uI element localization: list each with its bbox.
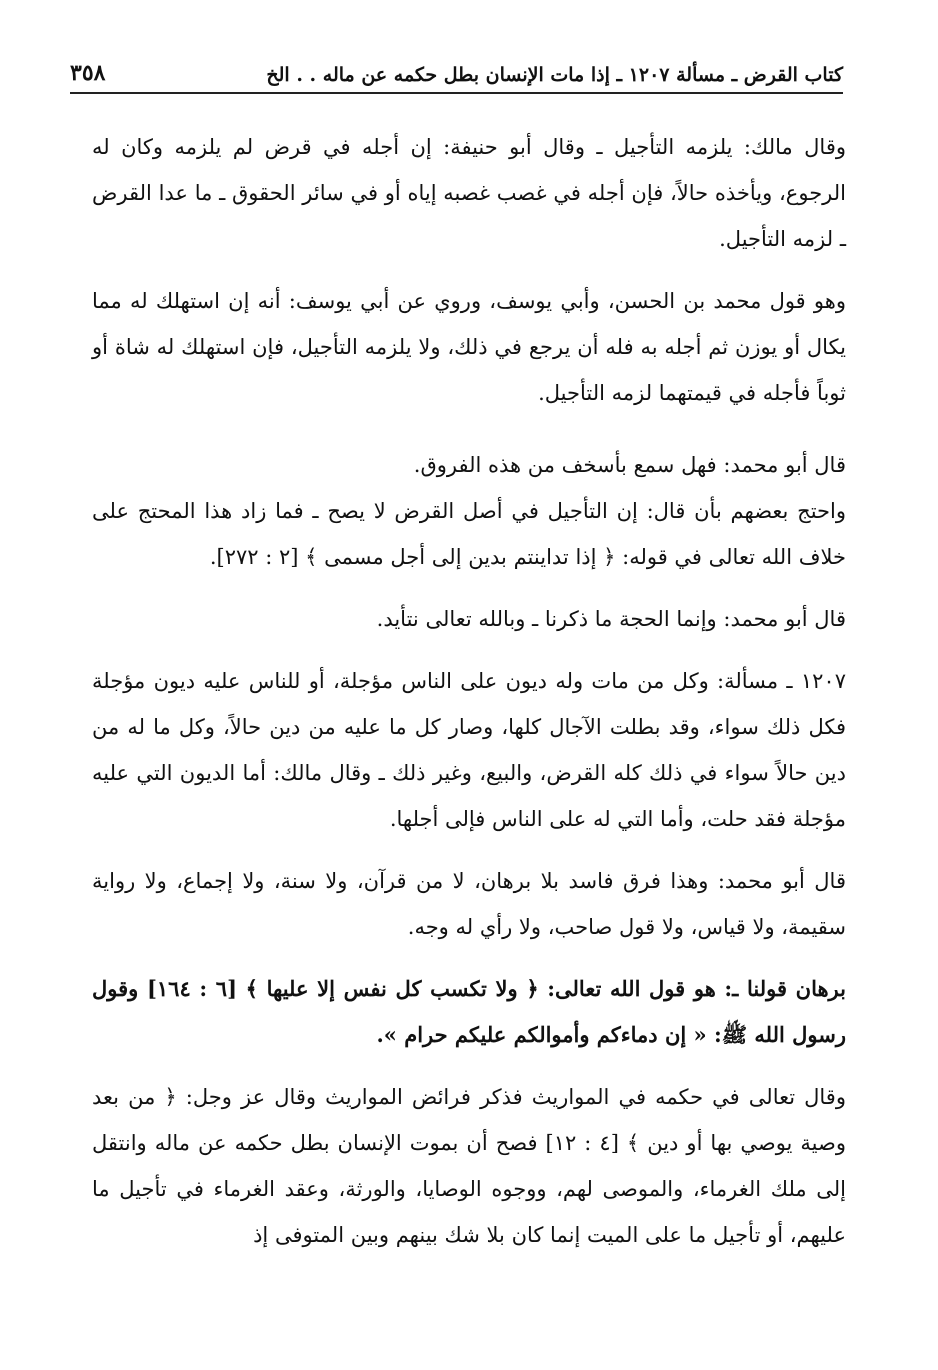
paragraph: قال أبو محمد: وإنما الحجة ما ذكرنا ـ وبالله تعالى نتأيد. xyxy=(376,607,846,631)
paragraph: وقال مالك: يلزمه التأجيل ـ وقال أبو حنيفة: إن أجله في قرض لم يلزمه وكان له الرجوع، ويأخذه حالاً، فإن أجله في غصب غصبه إياه أو في سائر الحقوق ـ ما عدا القرض ـ لزمه التأجيل. xyxy=(92,135,846,251)
paragraph: وهو قول محمد بن الحسن، وأبي يوسف، وروي عن أبي يوسف: أنه إن استهلك له مما يكال أو يوزن ثم أجله به فله أن يرجع في ذلك، ولا يلزمه التأجيل، فإن استهلك له شاة أو ثوباً فأجله في قيمتهما لزمه التأجيل. xyxy=(92,289,846,405)
page-header xyxy=(70,52,843,94)
body-text xyxy=(92,124,846,1258)
page-number: ٣٥٨ xyxy=(70,60,106,86)
paragraph: واحتج بعضهم بأن قال: إن التأجيل في أصل القرض لا يصح ـ فما زاد هذا المحتج على خلاف الله تعالى في قوله: ﴿ إذا تداينتم بدين إلى أجل مسمى ﴾ [٢ : ٢٧٢]. xyxy=(92,499,846,569)
paragraph: قال أبو محمد: فهل سمع بأسخف من هذه الفروق. xyxy=(413,453,846,477)
paragraph: قال أبو محمد: وهذا فرق فاسد بلا برهان، لا من قرآن، ولا سنة، ولا إجماع، ولا رواية سقيمة، ولا قياس، ولا قول صاحب، ولا رأي له وجه. xyxy=(92,869,846,939)
running-title: كتاب القرض ـ مسألة ١٢٠٧ ـ إذا مات الإنسان بطل حكمه عن ماله . . الخ xyxy=(266,64,843,86)
paragraph: برهان قولنا ـ: هو قول الله تعالى: ﴿ ولا تكسب كل نفس إلا عليها ﴾ [٦ : ١٦٤] وقول رسول الله ﷺ: « إن دماءكم وأموالكم عليكم حرام ». xyxy=(92,976,846,1047)
paragraph: ١٢٠٧ ـ مسألة: وكل من مات وله ديون على الناس مؤجلة، أو للناس عليه ديون مؤجلة فكل ذلك سواء، وقد بطلت الآجال كلها، وصار كل ما عليه من دين حالاً، وكل ما له من دين حالاً سواء في ذلك كله القرض، والبيع، وغير ذلك ـ وقال مالك: أما الديون التي عليه مؤجلة فقد حلت، وأما التي له على الناس فإلى أجلها. xyxy=(92,669,846,831)
paragraph: وقال تعالى في حكمه في المواريث فذكر فرائض المواريث وقال عز وجل: ﴿ من بعد وصية يوصي بها أو دين ﴾ [٤ : ١٢] فصح أن بموت الإنسان بطل حكمه عن ماله وانتقل إلى ملك الغرماء، والموصى لهم، ووجوه الوصايا، والورثة، وعقد الغرماء في تأجيل ما عليهم، أو تأجيل ما على الميت إنما كان بلا شك بينهم وبين المتوفى إذ xyxy=(92,1085,846,1247)
